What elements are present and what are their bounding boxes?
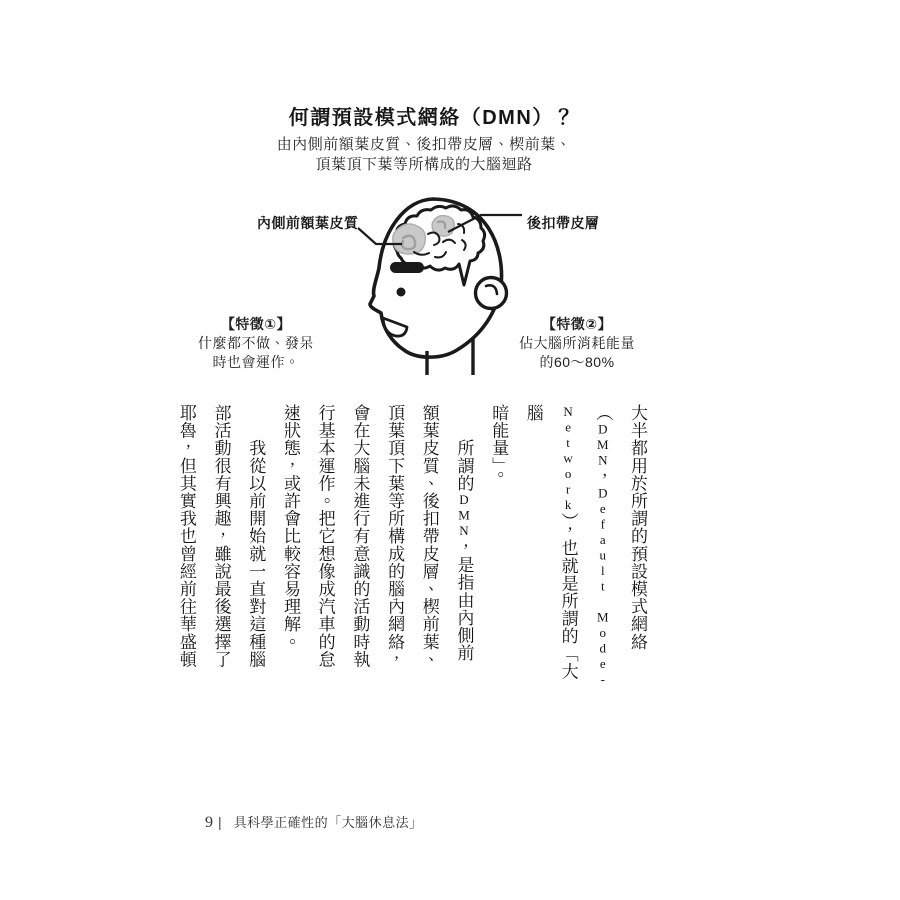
page-subtitle-line2: 頂葉頂下葉等所構成的大腦迴路 (315, 155, 533, 173)
text-column: 我從以前開始就一直對這種腦 (246, 404, 266, 668)
page-footer (205, 812, 423, 832)
feature-2-note (509, 315, 645, 372)
text-column: 速狀態，或許會比較容易理解。 (280, 404, 300, 651)
page-subtitle-line1: 由內側前額葉皮質、後扣帶皮層、楔前葉、 (276, 136, 572, 153)
text-column: 額葉皮質、後扣帶皮層、楔前葉、 (419, 404, 439, 668)
latin-run: DMN (595, 421, 611, 469)
latin-run: Default Mode- (595, 485, 611, 688)
page-title: 何謂預設模式網絡（DMN）？ (288, 107, 576, 129)
footer-separator: | (218, 814, 222, 830)
label-posterior-cingulate-cortex: 後扣帶皮層 (527, 215, 600, 231)
text-column: 頂葉頂下葉等所構成的腦內網絡， (385, 404, 405, 668)
latin-run: DMN (456, 492, 472, 539)
text-column: 大半都用於所謂的預設模式網絡 (628, 404, 647, 651)
footer-book-title: 具科學正確性的「大腦休息法」 (233, 815, 423, 830)
latin-run: Network (560, 404, 576, 513)
page-number: 9 (205, 814, 213, 831)
text-column: 行基本運作。把它想像成汽車的怠 (315, 404, 335, 668)
text-column: 所謂的DMN，是指由內側前 (454, 404, 474, 662)
eye (397, 288, 406, 297)
feature-1-line2: 時也會運作。 (212, 354, 300, 370)
feature-2-line1: 佔大腦所消耗能量 (519, 335, 635, 351)
eyebrow (390, 262, 424, 273)
text-column: 部活動很有興趣，雖說最後選擇了 (211, 404, 231, 668)
ear (476, 278, 507, 309)
text-column: 耶魯，但其實我也曾經前往華盛頓 (176, 404, 196, 668)
text-column: （DMN，Default Mode- (593, 404, 613, 688)
body-text (176, 404, 654, 696)
feature-2-line2: 的60～80% (539, 354, 615, 370)
feature-1-note (188, 315, 324, 372)
label-medial-prefrontal-cortex: 內側前額葉皮質 (257, 215, 359, 231)
feature-1-line1: 什麼都不做、發呆 (198, 335, 314, 351)
text-column: Network），也就是所謂的「大腦 (523, 404, 578, 680)
text-column: 暗能量」。 (489, 404, 509, 484)
page-subtitle (124, 135, 724, 174)
text-column: 會在大腦未進行有意識的活動時執 (350, 404, 370, 668)
feature-1-heading: 【特徵①】 (220, 316, 292, 332)
feature-2-heading: 【特徵②】 (541, 316, 613, 332)
